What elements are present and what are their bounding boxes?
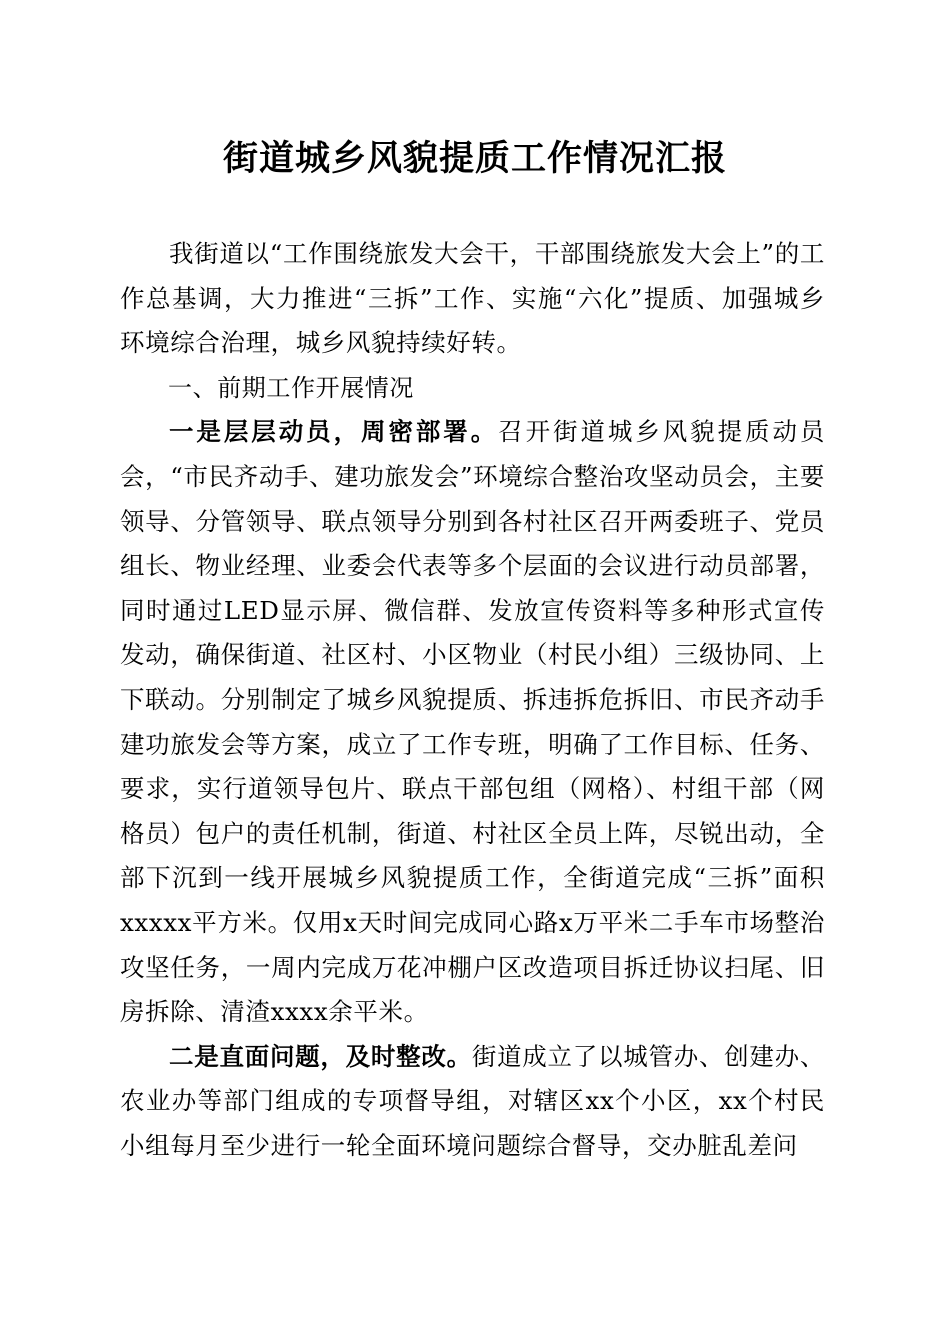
document-body bbox=[120, 232, 825, 1168]
paragraph-1 bbox=[120, 410, 825, 1034]
paragraph-1-lead: 一是层层动员，周密部署。 bbox=[169, 417, 499, 447]
paragraph-2-lead: 二是直面问题，及时整改。 bbox=[169, 1041, 472, 1071]
paragraph-1-text: 召开街道城乡风貌提质动员会，“市民齐动手、建功旅发会”环境综合整治攻坚动员会，主要领导、分管领导、联点领导分别到各村社区召开两委班子、党员组长、物业经理、业委会代表等多个层面的会议进行动员部署，同时通过LED显示屏、微信群、发放宣传资料等多种形式宣传发动，确保街道、社区村、小区物业（村民小组）三级协同、上下联动。分别制定了城乡风貌提质、拆违拆危拆旧、市民齐动手建功旅发会等方案，成立了工作专班，明确了工作目标、任务、要求，实行道领导包片、联点干部包组（网格）、村组干部（网格员）包户的责任机制，街道、村社区全员上阵，尽锐出动，全部下沉到一线开展城乡风貌提质工作，全街道完成“三拆”面积xxxxx平方米。仅用x天时间完成同心路x万平米二手车市场整治攻坚任务，一周内完成万花冲棚户区改造项目拆迁协议扫尾、旧房拆除、清渣xxxx余平米。 bbox=[120, 417, 826, 1027]
document-title: 街道城乡风貌提质工作情况汇报 bbox=[222, 138, 727, 179]
intro-paragraph: 我街道以“工作围绕旅发大会干，干部围绕旅发大会上”的工作总基调，大力推进“三拆”工作、实施“六化”提质、加强城乡环境综合治理，城乡风貌持续好转。 bbox=[120, 239, 825, 358]
paragraph-2 bbox=[120, 1035, 825, 1169]
paragraph-2-text: 街道成立了以城管办、创建办、农业办等部门组成的专项督导组，对辖区xx个小区，xx个村民小组每月至少进行一轮全面环境问题综合督导，交办脏乱差问 bbox=[120, 1041, 825, 1160]
section-heading: 一、前期工作开展情况 bbox=[168, 373, 414, 402]
